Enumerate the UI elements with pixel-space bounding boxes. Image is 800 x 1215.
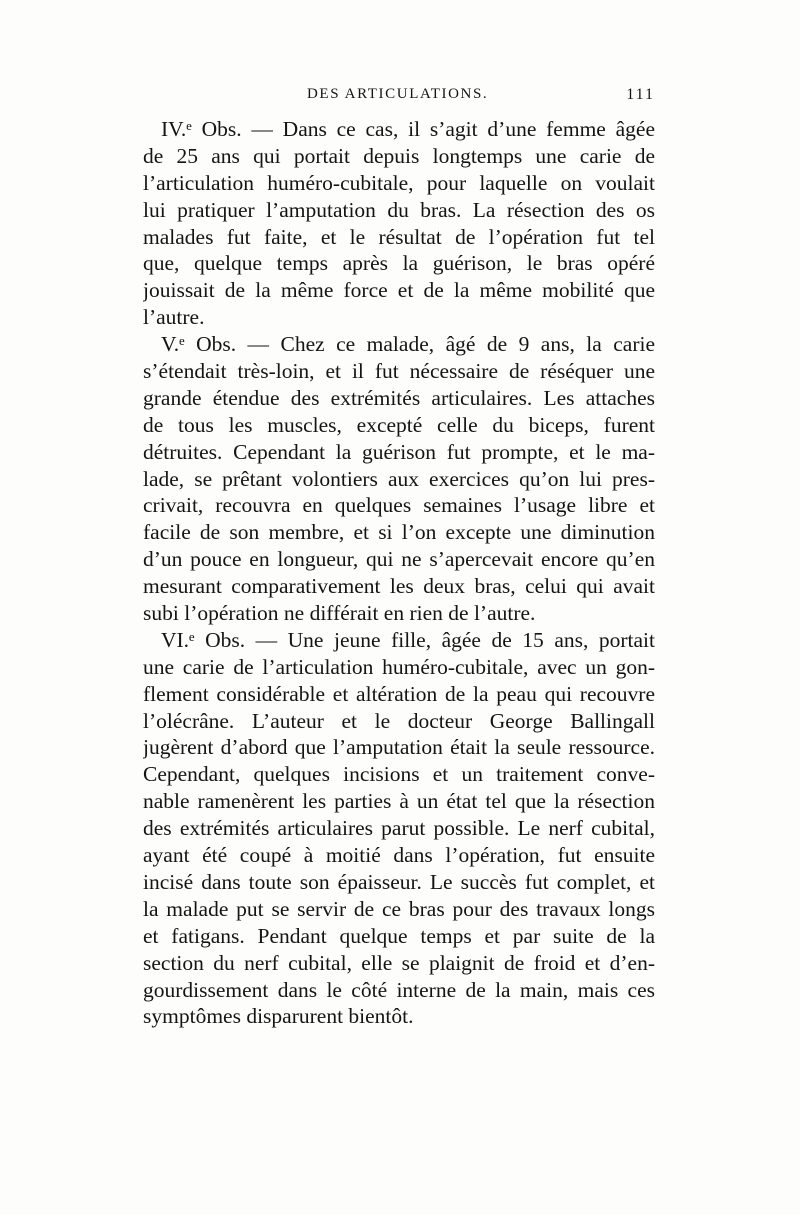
text-line: l’autre. — [143, 305, 205, 330]
text-line: subi l’opération ne différait en rien de l’autre. — [143, 601, 536, 626]
page-number: 111 — [626, 86, 655, 103]
text-line: IV.ᵉ Obs. — Dans ce cas, il s’agit d’une femme âgée — [161, 117, 655, 141]
text-line: VI.ᵉ Obs. — Une jeune fille, âgée de 15 ans, portait — [161, 627, 655, 652]
text-line: incisé dans toute son épaisseur. Le succès fut complet, et — [143, 869, 655, 894]
text-line: crivait, recouvra en quelques semaines l’usage libre et — [143, 493, 655, 518]
text-line: des extrémités articulaires parut possible. Le nerf cubital, — [143, 816, 655, 841]
text-line: flement considérable et altération de la peau qui recouvre — [143, 681, 655, 706]
text-line: mesurant comparativement les deux bras, celui qui avait — [143, 574, 655, 599]
text-line: lui pratiquer l’amputation du bras. La résection des os — [143, 197, 655, 222]
text-line: d’un pouce en longueur, qui ne s’apercevait encore qu’en — [143, 547, 655, 572]
text-line: et fatigans. Pendant quelque temps et par suite de la — [143, 923, 655, 948]
text-line: s’étendait très-loin, et il fut nécessaire de réséquer une — [143, 359, 655, 384]
text-line: facile de son membre, et si l’on excepte une diminution — [143, 520, 655, 545]
text-line: symptômes disparurent bientôt. — [143, 1004, 414, 1029]
text-line: ayant été coupé à moitié dans l’opération, fut ensuite — [143, 843, 655, 868]
running-title: DES ARTICULATIONS. — [307, 86, 489, 102]
text-line: de 25 ans qui portait depuis longtemps une carie de — [143, 143, 655, 168]
text-line: Cependant, quelques incisions et un traitement conve- — [143, 762, 655, 787]
text-line: l’articulation huméro-cubitale, pour laquelle on voulait — [143, 170, 655, 195]
text-line: jouissait de la même force et de la même mobilité que — [143, 278, 655, 303]
text-line: une carie de l’articulation huméro-cubitale, avec un gon- — [143, 654, 655, 679]
text-line: grande étendue des extrémités articulaires. Les attaches — [143, 385, 655, 410]
text-line: V.ᵉ Obs. — Chez ce malade, âgé de 9 ans, la carie — [161, 332, 655, 357]
text-line: jugèrent d’abord que l’amputation était la seule ressource. — [143, 735, 655, 760]
text-line: de tous les muscles, excepté celle du biceps, furent — [143, 412, 655, 437]
text-line: malades fut faite, et le résultat de l’opération fut tel — [143, 224, 655, 249]
running-head — [145, 86, 655, 110]
text-line: section du nerf cubital, elle se plaignit de froid et d’en- — [143, 950, 655, 975]
text-line: gourdissement dans le côté interne de la main, mais ces — [143, 977, 655, 1002]
body-text — [143, 116, 655, 1030]
text-line: nable ramenèrent les parties à un état tel que la résection — [143, 789, 655, 814]
text-line: l’olécrâne. L’auteur et le docteur George Ballingall — [143, 708, 655, 733]
text-line: la malade put se servir de ce bras pour des travaux longs — [143, 896, 655, 921]
text-line: lade, se prêtant volontiers aux exercices qu’on lui pres- — [143, 466, 655, 491]
text-line: détruites. Cependant la guérison fut prompte, et le ma- — [143, 439, 655, 464]
text-line: que, quelque temps après la guérison, le bras opéré — [143, 251, 655, 276]
